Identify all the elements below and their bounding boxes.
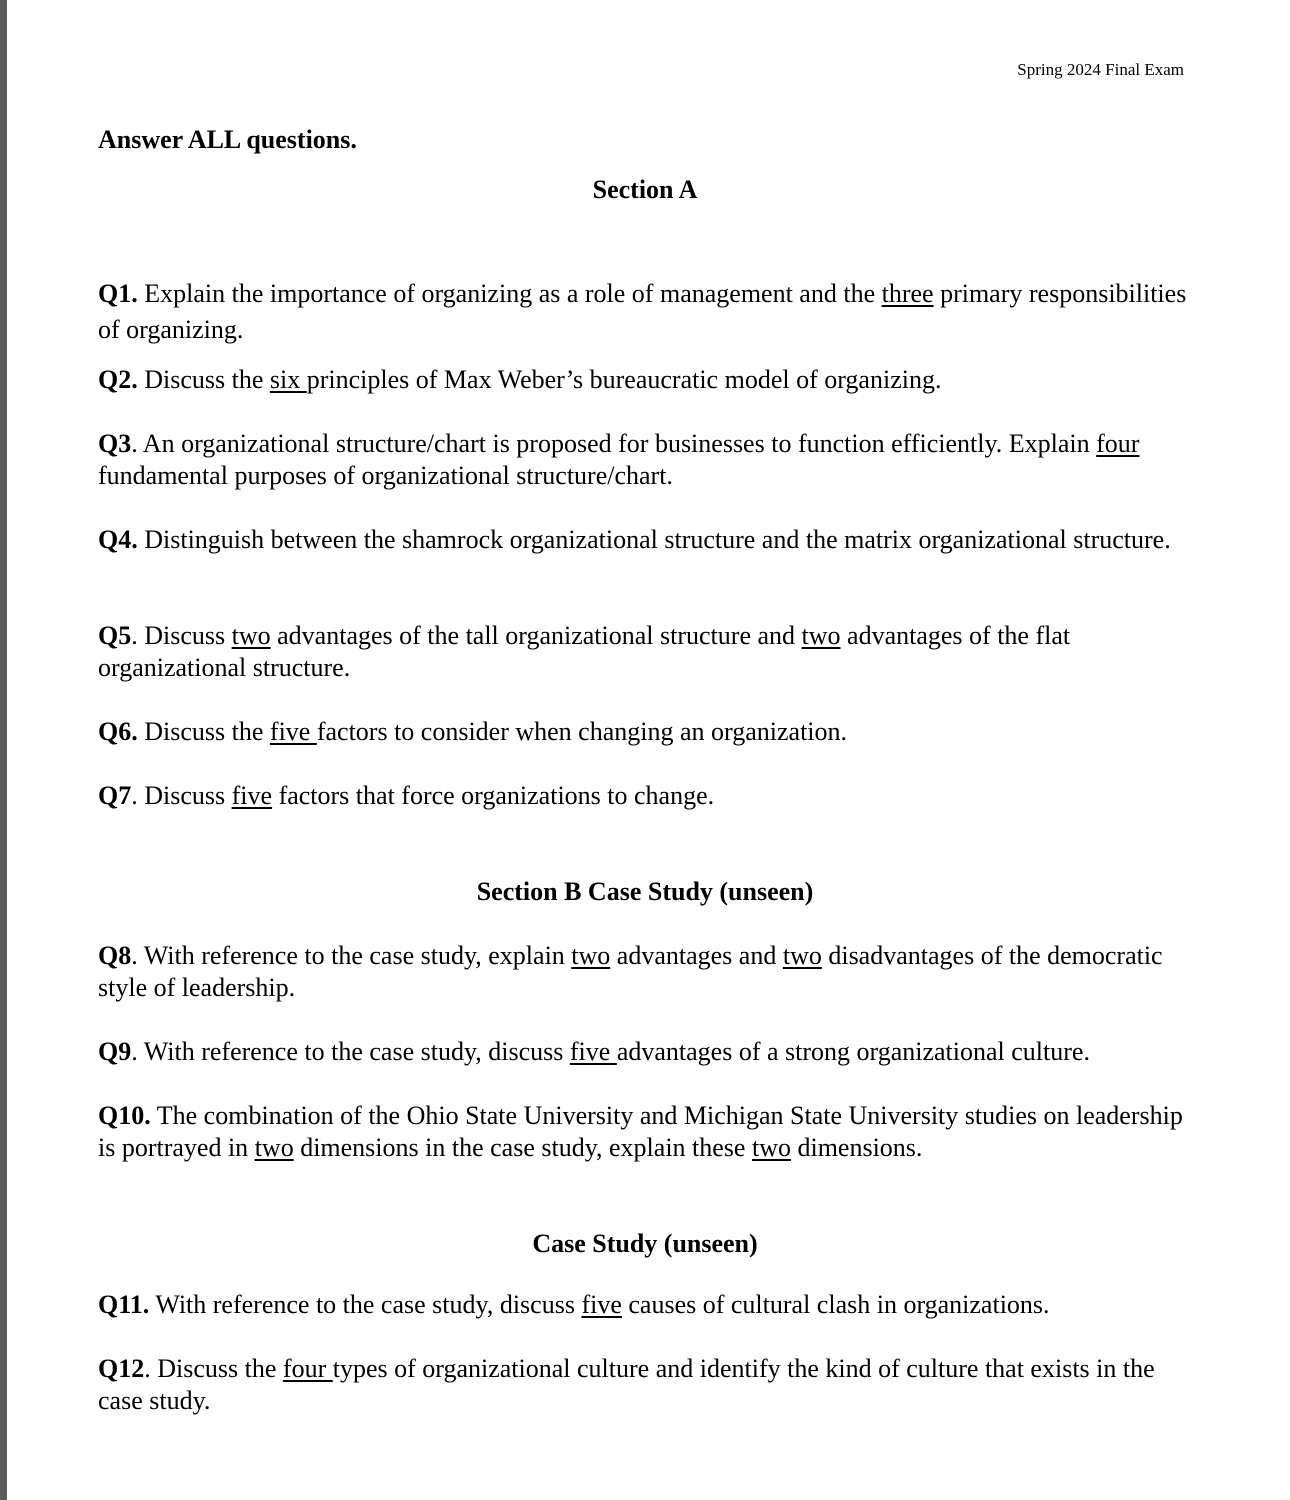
- question-10: [98, 1100, 1198, 1164]
- question-11: [98, 1289, 1198, 1321]
- question-text: advantages of a strong organizational culture.: [616, 1037, 1090, 1066]
- question-text: disadvantages of the democratic style of leadership.: [98, 941, 1163, 1002]
- question-text: With reference to the case study, discuss: [149, 1290, 582, 1319]
- question-text: . With reference to the case study, discuss: [131, 1037, 570, 1066]
- question-number: Q2.: [98, 365, 138, 394]
- instruction-text: Answer ALL questions.: [98, 125, 357, 154]
- question-text: Distinguish between the shamrock organizational structure and the matrix organizational structure.: [137, 525, 1171, 554]
- question-text: . With reference to the case study, explain: [131, 941, 572, 970]
- emphasis-underline: two: [231, 621, 271, 650]
- question-text: . An organizational structure/chart is proposed for businesses to function efficiently. Explain: [131, 429, 1097, 458]
- question-7: [98, 780, 1198, 812]
- question-8: [98, 940, 1198, 1004]
- question-text: principles of Max Weber’s bureaucratic model of organizing.: [306, 365, 942, 394]
- section-a-heading: Section A: [592, 175, 698, 204]
- question-text: fundamental purposes of organizational structure/chart.: [98, 461, 673, 490]
- question-text: . Discuss the: [144, 1354, 283, 1383]
- question-text: dimensions in the case study, explain these: [293, 1133, 752, 1162]
- question-number: Q5: [98, 621, 132, 650]
- question-12: [98, 1353, 1198, 1417]
- question-2: [98, 364, 1198, 396]
- question-5: [98, 620, 1198, 684]
- emphasis-underline: five: [581, 1290, 622, 1319]
- question-6: [98, 716, 1198, 748]
- question-1: [98, 276, 1198, 348]
- emphasis-underline: five: [269, 717, 317, 746]
- question-text: . Discuss: [131, 781, 232, 810]
- question-3: [98, 428, 1198, 492]
- question-text: Explain the importance of organizing as a role of management and the: [137, 279, 882, 308]
- question-text: factors that force organizations to change.: [272, 781, 715, 810]
- question-number: Q12: [98, 1354, 145, 1383]
- question-number: Q9: [98, 1037, 132, 1066]
- question-9: [98, 1036, 1198, 1068]
- question-number: Q11.: [98, 1290, 150, 1319]
- question-text: primary responsibilities of organizing.: [98, 279, 1187, 344]
- emphasis-underline: two: [751, 1133, 791, 1162]
- question-text: Discuss the: [137, 365, 270, 394]
- question-number: Q7: [98, 781, 132, 810]
- emphasis-underline: two: [571, 941, 611, 970]
- question-number: Q10.: [98, 1101, 151, 1130]
- question-text: dimensions.: [790, 1133, 923, 1162]
- emphasis-underline: four: [1096, 429, 1140, 458]
- emphasis-underline: two: [254, 1133, 294, 1162]
- emphasis-underline: three: [881, 279, 934, 308]
- question-number: Q6.: [98, 717, 138, 746]
- emphasis-underline: five: [569, 1037, 617, 1066]
- question-text: The combination of the Ohio State University and Michigan State University studies on leadership is portrayed in: [98, 1101, 1183, 1162]
- question-number: Q8: [98, 941, 132, 970]
- emphasis-underline: two: [801, 621, 841, 650]
- question-text: advantages of the flat organizational structure.: [98, 621, 1071, 682]
- section-b-heading: Section B Case Study (unseen): [476, 877, 814, 906]
- question-number: Q4.: [98, 525, 138, 554]
- question-text: advantages of the tall organizational structure and: [270, 621, 802, 650]
- emphasis-underline: five: [231, 781, 273, 810]
- section-c-heading: Case Study (unseen): [532, 1229, 758, 1258]
- question-text: advantages and: [610, 941, 783, 970]
- question-text: types of organizational culture and identify the kind of culture that exists in the case study.: [98, 1354, 1155, 1415]
- question-number: Q3: [98, 429, 132, 458]
- question-text: . Discuss: [131, 621, 232, 650]
- emphasis-underline: six: [269, 365, 307, 394]
- question-text: causes of cultural clash in organizations.: [621, 1290, 1050, 1319]
- question-number: Q1.: [98, 279, 138, 308]
- question-4: [98, 524, 1198, 556]
- emphasis-underline: four: [282, 1354, 333, 1383]
- question-text: Discuss the: [137, 717, 270, 746]
- emphasis-underline: two: [782, 941, 822, 970]
- question-text: factors to consider when changing an organization.: [316, 717, 848, 746]
- page-left-edge: [0, 0, 7, 1500]
- exam-header-label: Spring 2024 Final Exam: [1017, 60, 1184, 79]
